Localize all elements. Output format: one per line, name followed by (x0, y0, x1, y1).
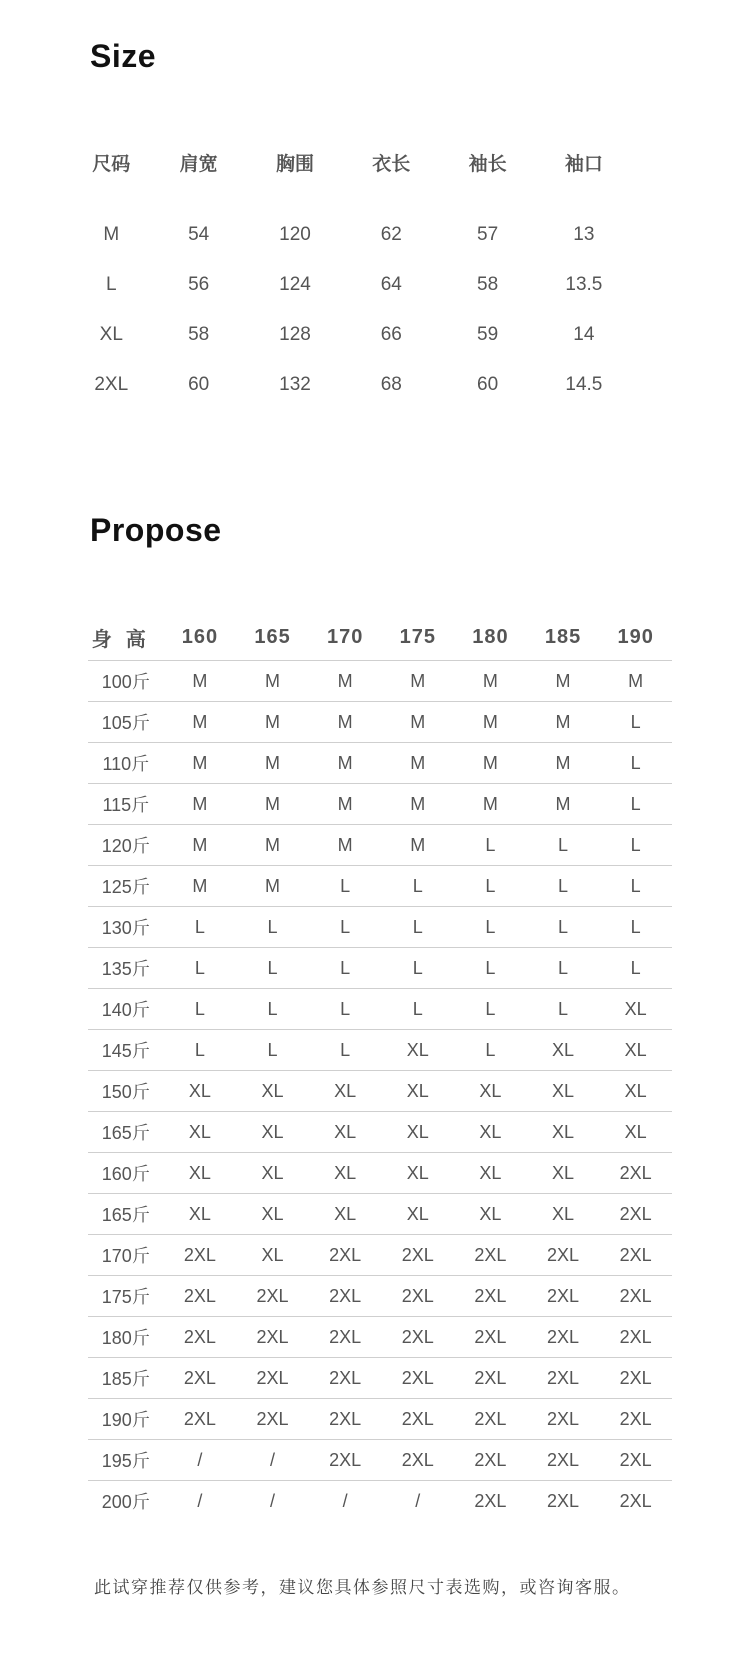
recommended-size-cell: 2XL (474, 1367, 507, 1388)
propose-header-cell: 170 (326, 625, 364, 648)
propose-table-row (88, 1275, 672, 1316)
propose-header-cell: 190 (617, 625, 654, 648)
recommended-size-cell: M (337, 670, 353, 691)
size-table-cell: 124 (279, 274, 311, 295)
recommended-size-cell: 2XL (547, 1367, 580, 1388)
propose-header-cell: 165 (254, 625, 291, 648)
recommended-size-cell: 2XL (474, 1490, 507, 1511)
recommended-size-cell: L (194, 998, 205, 1019)
recommended-size-cell: M (265, 793, 281, 814)
size-table-cell: 64 (380, 274, 402, 295)
recommended-size-cell: 2XL (183, 1285, 216, 1306)
recommended-size-cell: M (555, 670, 571, 691)
size-table-row (72, 210, 632, 260)
recommended-size-cell: 2XL (547, 1408, 580, 1429)
propose-table-row (88, 865, 672, 906)
size-table-cell: 14 (573, 324, 595, 345)
recommended-size-cell: M (192, 875, 208, 896)
size-table-cell: 56 (188, 274, 210, 295)
size-table-row (72, 360, 632, 410)
recommended-size-cell: M (337, 793, 353, 814)
recommended-size-cell: 2XL (619, 1285, 652, 1306)
recommended-size-cell: 2XL (474, 1449, 507, 1470)
recommended-size-cell: L (558, 957, 569, 978)
recommended-size-cell: 2XL (329, 1326, 362, 1347)
recommended-size-cell: L (340, 916, 351, 937)
recommended-size-cell: L (267, 957, 278, 978)
recommended-size-cell: XL (188, 1203, 211, 1224)
recommended-size-cell: 2XL (401, 1449, 434, 1470)
recommended-size-cell: XL (188, 1162, 211, 1183)
recommended-size-cell: XL (552, 1080, 575, 1101)
recommended-size-cell: 2XL (401, 1326, 434, 1347)
weight-label-cell: 100斤 (101, 672, 150, 692)
size-table-cell: 66 (380, 324, 402, 345)
recommended-size-cell: XL (624, 1080, 647, 1101)
recommended-size-cell: XL (261, 1203, 284, 1224)
recommended-size-cell: XL (188, 1121, 211, 1142)
weight-label-cell: 130斤 (101, 918, 150, 938)
recommended-size-cell: L (485, 998, 496, 1019)
recommended-size-cell: XL (188, 1080, 211, 1101)
recommended-size-cell: XL (552, 1203, 575, 1224)
size-table-cell: 62 (380, 224, 402, 245)
propose-header-cell: 身高 (91, 628, 160, 651)
propose-table-row (88, 1111, 672, 1152)
weight-label-cell: 200斤 (101, 1492, 150, 1512)
recommended-size-cell: L (412, 957, 423, 978)
weight-label-cell: 165斤 (101, 1123, 150, 1143)
recommended-size-cell: XL (479, 1121, 502, 1142)
recommended-size-cell: 2XL (619, 1203, 652, 1224)
recommended-size-cell: XL (334, 1203, 357, 1224)
propose-table-row (88, 988, 672, 1029)
recommended-size-cell: / (270, 1449, 276, 1470)
recommended-size-cell: XL (406, 1203, 429, 1224)
recommended-size-cell: / (342, 1490, 348, 1511)
recommended-size-cell: 2XL (619, 1490, 652, 1511)
propose-header-cell: 175 (399, 625, 436, 648)
recommended-size-cell: 2XL (619, 1408, 652, 1429)
recommended-size-cell: M (265, 711, 281, 732)
propose-table-row (88, 1439, 672, 1480)
weight-label-cell: 150斤 (101, 1082, 150, 1102)
size-table-cell: 14.5 (565, 374, 603, 395)
recommended-size-cell: L (340, 1039, 351, 1060)
recommended-size-cell: M (337, 752, 353, 773)
recommended-size-cell: 2XL (619, 1367, 652, 1388)
recommended-size-cell: M (410, 711, 426, 732)
recommended-size-cell: M (192, 711, 208, 732)
weight-label-cell: 165斤 (101, 1205, 150, 1225)
size-table-cell: 128 (279, 324, 311, 345)
propose-table-row (88, 1316, 672, 1357)
recommended-size-cell: 2XL (256, 1326, 289, 1347)
recommended-size-cell: L (558, 998, 569, 1019)
recommended-size-cell: L (558, 875, 569, 896)
size-table-cell: L (105, 274, 117, 295)
recommended-size-cell: 2XL (329, 1285, 362, 1306)
recommended-size-cell: L (485, 916, 496, 937)
recommended-size-cell: L (485, 1039, 496, 1060)
propose-table-row (88, 660, 672, 701)
recommended-size-cell: XL (261, 1080, 284, 1101)
propose-table-body (88, 660, 672, 1521)
recommended-size-cell: XL (552, 1039, 575, 1060)
recommended-size-cell: 2XL (547, 1244, 580, 1265)
recommended-size-cell: XL (334, 1080, 357, 1101)
recommended-size-cell: 2XL (401, 1285, 434, 1306)
propose-table-row (88, 1357, 672, 1398)
recommended-size-cell: L (267, 998, 278, 1019)
propose-table-row (88, 1193, 672, 1234)
recommended-size-cell: 2XL (474, 1326, 507, 1347)
size-table-cell: 68 (380, 374, 402, 395)
recommended-size-cell: L (412, 916, 423, 937)
recommended-size-cell: 2XL (183, 1367, 216, 1388)
weight-label-cell: 140斤 (101, 1000, 150, 1020)
recommended-size-cell: XL (624, 1121, 647, 1142)
recommended-size-cell: L (630, 834, 641, 855)
recommended-size-cell: 2XL (183, 1408, 216, 1429)
recommended-size-cell: 2XL (329, 1449, 362, 1470)
footnote: 此试穿推荐仅供参考，建议您具体参照尺寸表选购，或咨询客服。 (94, 1578, 631, 1597)
recommended-size-cell: 2XL (619, 1449, 652, 1470)
recommended-size-cell: L (340, 998, 351, 1019)
size-table-cell: 120 (279, 224, 311, 245)
size-header-cell: 胸围 (275, 153, 314, 175)
weight-label-cell: 195斤 (101, 1451, 150, 1471)
recommended-size-cell: M (555, 752, 571, 773)
recommended-size-cell: 2XL (547, 1490, 580, 1511)
recommended-size-cell: M (410, 670, 426, 691)
recommended-size-cell: M (555, 711, 571, 732)
recommended-size-cell: XL (261, 1244, 284, 1265)
recommended-size-cell: 2XL (547, 1285, 580, 1306)
recommended-size-cell: 2XL (401, 1408, 434, 1429)
weight-label-cell: 110斤 (102, 754, 150, 774)
recommended-size-cell: 2XL (474, 1285, 507, 1306)
recommended-size-cell: L (630, 957, 641, 978)
propose-table-row (88, 783, 672, 824)
recommended-size-cell: XL (406, 1039, 429, 1060)
propose-table-row (88, 1234, 672, 1275)
propose-header-cell: 180 (472, 625, 509, 648)
recommended-size-cell: XL (261, 1121, 284, 1142)
weight-label-cell: 145斤 (101, 1041, 150, 1061)
propose-header-cell: 185 (544, 625, 582, 648)
recommended-size-cell: 2XL (329, 1367, 362, 1388)
recommended-size-cell: 2XL (256, 1367, 289, 1388)
size-header-cell: 尺码 (92, 153, 131, 175)
size-table-row (72, 260, 632, 310)
recommended-size-cell: XL (479, 1080, 502, 1101)
propose-table-row (88, 1480, 672, 1521)
size-table-body (72, 210, 632, 410)
size-table-cell: 58 (477, 274, 499, 295)
recommended-size-cell: 2XL (256, 1285, 289, 1306)
size-section-title: Size (90, 38, 157, 74)
recommended-size-cell: L (485, 834, 496, 855)
recommended-size-cell: M (337, 834, 353, 855)
weight-label-cell: 120斤 (101, 836, 150, 856)
recommended-size-cell: XL (479, 1203, 502, 1224)
recommended-size-cell: 2XL (401, 1367, 434, 1388)
recommended-size-cell: 2XL (401, 1244, 434, 1265)
weight-label-cell: 135斤 (101, 959, 150, 979)
size-header-cell: 肩宽 (179, 153, 218, 175)
propose-section-title: Propose (90, 512, 222, 548)
propose-table-row (88, 824, 672, 865)
recommended-size-cell: M (192, 834, 208, 855)
recommended-size-cell: 2XL (547, 1449, 580, 1470)
recommended-size-cell: M (192, 752, 208, 773)
recommended-size-cell: L (630, 875, 641, 896)
size-table-cell: 132 (279, 374, 311, 395)
size-table-cell: 59 (477, 324, 499, 345)
recommended-size-cell: M (410, 793, 426, 814)
propose-table-row (88, 947, 672, 988)
recommended-size-cell: / (197, 1449, 203, 1470)
size-table (72, 140, 632, 410)
recommended-size-cell: 2XL (329, 1244, 362, 1265)
size-table-cell: 54 (188, 224, 210, 245)
weight-label-cell: 190斤 (101, 1410, 150, 1430)
recommended-size-cell: XL (552, 1162, 575, 1183)
recommended-size-cell: L (194, 916, 205, 937)
recommended-size-cell: M (192, 670, 208, 691)
weight-label-cell: 180斤 (101, 1328, 150, 1348)
recommended-size-cell: L (630, 752, 641, 773)
size-table-cell: M (103, 224, 120, 245)
recommended-size-cell: XL (406, 1162, 429, 1183)
weight-label-cell: 125斤 (101, 877, 150, 897)
recommended-size-cell: M (482, 711, 498, 732)
recommended-size-cell: L (267, 1039, 278, 1060)
recommended-size-cell: L (558, 834, 569, 855)
recommended-size-cell: 2XL (619, 1244, 652, 1265)
size-table-header (72, 140, 632, 184)
recommended-size-cell: M (482, 670, 498, 691)
propose-table-row (88, 1152, 672, 1193)
recommended-size-cell: XL (624, 1039, 647, 1060)
recommended-size-cell: L (194, 957, 205, 978)
recommended-size-cell: 2XL (329, 1408, 362, 1429)
propose-table-row (88, 1029, 672, 1070)
propose-table-row (88, 701, 672, 742)
recommended-size-cell: XL (334, 1121, 357, 1142)
recommended-size-cell: 2XL (183, 1326, 216, 1347)
recommended-size-cell: 2XL (474, 1408, 507, 1429)
recommended-size-cell: M (410, 752, 426, 773)
recommended-size-cell: XL (334, 1162, 357, 1183)
recommended-size-cell: M (410, 834, 426, 855)
propose-table-row (88, 1398, 672, 1439)
propose-table-row (88, 742, 672, 783)
propose-table-header (88, 614, 672, 660)
size-table-cell: 60 (477, 374, 499, 395)
size-table-cell: XL (99, 324, 123, 345)
recommended-size-cell: 2XL (619, 1162, 652, 1183)
recommended-size-cell: L (412, 998, 423, 1019)
recommended-size-cell: L (194, 1039, 205, 1060)
recommended-size-cell: M (482, 752, 498, 773)
weight-label-cell: 170斤 (101, 1246, 150, 1266)
recommended-size-cell: L (485, 875, 496, 896)
recommended-size-cell: M (192, 793, 208, 814)
recommended-size-cell: XL (479, 1162, 502, 1183)
recommended-size-cell: 2XL (547, 1326, 580, 1347)
recommended-size-cell: / (197, 1490, 203, 1511)
recommended-size-cell: XL (406, 1121, 429, 1142)
propose-table-row (88, 906, 672, 947)
size-header-cell: 袖长 (468, 153, 507, 175)
recommended-size-cell: / (270, 1490, 276, 1511)
propose-table (88, 614, 672, 1521)
recommended-size-cell: M (482, 793, 498, 814)
size-table-cell: 13.5 (565, 274, 603, 295)
recommended-size-cell: L (558, 916, 569, 937)
recommended-size-cell: XL (624, 998, 647, 1019)
size-table-cell: 60 (188, 374, 210, 395)
recommended-size-cell: L (485, 957, 496, 978)
recommended-size-cell: 2XL (183, 1244, 216, 1265)
weight-label-cell: 185斤 (101, 1369, 150, 1389)
weight-label-cell: 160斤 (101, 1164, 150, 1184)
recommended-size-cell: M (337, 711, 353, 732)
recommended-size-cell: L (630, 793, 641, 814)
weight-label-cell: 175斤 (101, 1287, 150, 1307)
size-header-cell: 衣长 (372, 153, 411, 175)
recommended-size-cell: XL (261, 1162, 284, 1183)
recommended-size-cell: M (628, 670, 644, 691)
size-table-cell: 58 (188, 324, 210, 345)
recommended-size-cell: L (267, 916, 278, 937)
weight-label-cell: 105斤 (101, 713, 150, 733)
weight-label-cell: 115斤 (102, 795, 150, 815)
recommended-size-cell: / (415, 1490, 421, 1511)
recommended-size-cell: L (630, 916, 641, 937)
size-table-cell: 57 (477, 224, 499, 245)
recommended-size-cell: XL (552, 1121, 575, 1142)
recommended-size-cell: M (265, 875, 281, 896)
propose-table-row (88, 1070, 672, 1111)
recommended-size-cell: 2XL (256, 1408, 289, 1429)
recommended-size-cell: L (412, 875, 423, 896)
size-table-cell: 13 (573, 224, 595, 245)
recommended-size-cell: M (555, 793, 571, 814)
recommended-size-cell: M (265, 752, 281, 773)
recommended-size-cell: L (340, 875, 351, 896)
recommended-size-cell: M (265, 834, 281, 855)
recommended-size-cell: M (265, 670, 281, 691)
recommended-size-cell: 2XL (474, 1244, 507, 1265)
recommended-size-cell: XL (406, 1080, 429, 1101)
recommended-size-cell: L (340, 957, 351, 978)
size-header-cell: 袖口 (564, 153, 603, 175)
size-table-row (72, 310, 632, 360)
recommended-size-cell: 2XL (619, 1326, 652, 1347)
recommended-size-cell: L (630, 711, 641, 732)
size-table-cell: 2XL (94, 374, 129, 395)
propose-header-cell: 160 (181, 625, 219, 648)
